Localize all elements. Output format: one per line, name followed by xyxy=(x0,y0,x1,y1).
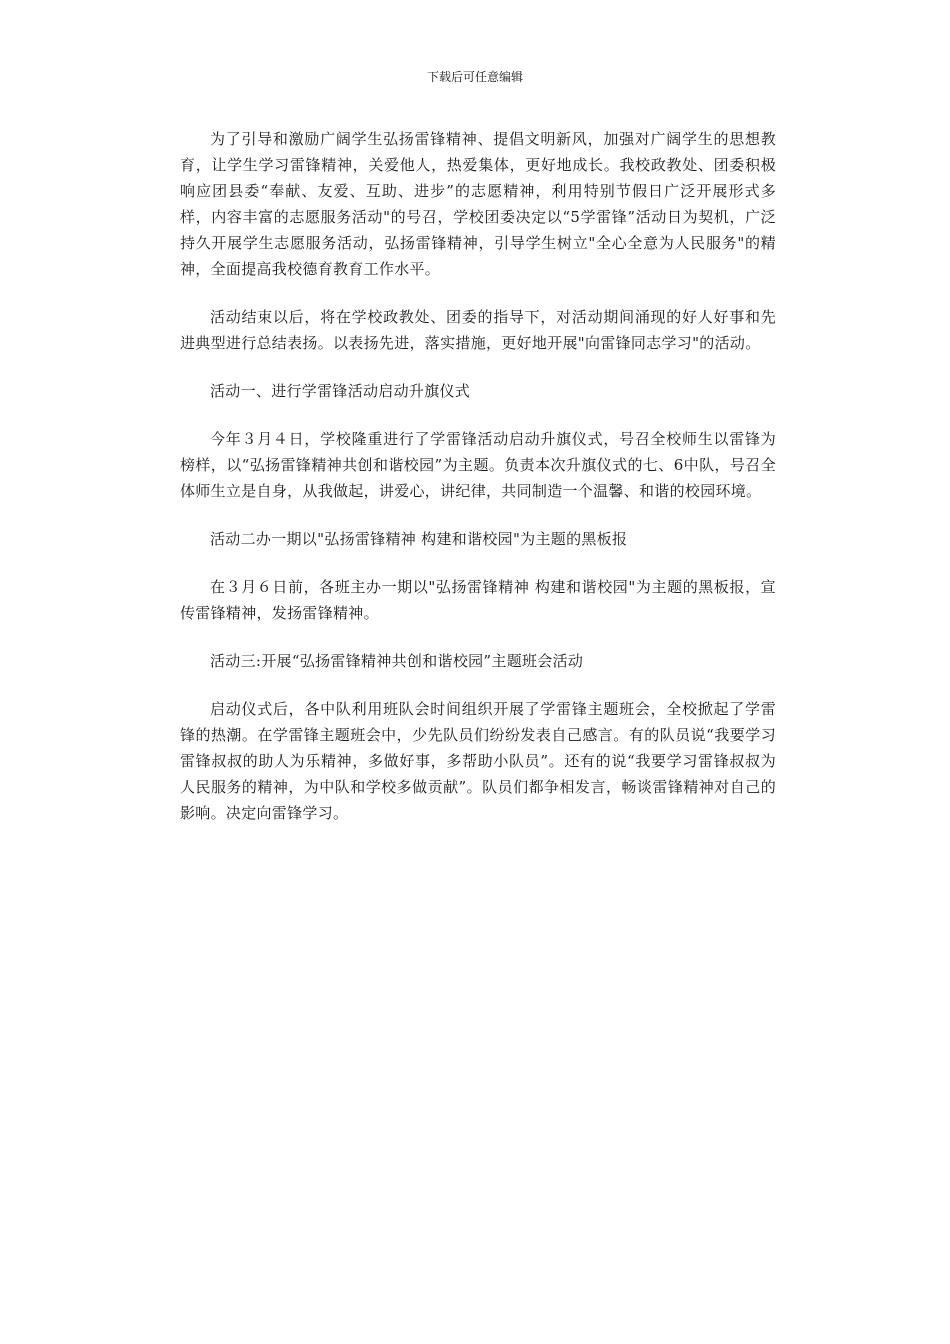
paragraph-activity-3: 启动仪式后，各中队利用班队会时间组织开展了学雷锋主题班会，全校掀起了学雷锋的热潮。在学雷锋主题班会中，少先队员们纷纷发表自己感言。有的队员说“我要学习雷锋叔叔的助人为乐精神，多做好事，多帮助小队员”。还有的说“我要学习雷锋叔叔为人民服务的精神，为中队和学校多做贡献”。队员们都争相发言，畅谈雷锋精神对自己的影响。决定向雷锋学习。 xyxy=(180,700,776,822)
paragraph-intro: 为了引导和激励广阔学生弘扬雷锋精神、提倡文明新风，加强对广阔学生的思想教育，让学生学习雷锋精神，关爱他人，热爱集体，更好地成长。我校政教处、团委积极响应团县委“奉献、友爱、互助、进步”的志愿精神，利用特别节假日广泛开展形式多样，内容丰富的志愿服务活动"的号召，学校团委决定以“5学雷锋”活动日为契机，广泛持久开展学生志愿服务活动，弘扬雷锋精神，引导学生树立"全心全意为人民服务"的精神，全面提高我校德育教育工作水平。 xyxy=(180,130,776,278)
section-heading-activity-2: 活动二办一期以"弘扬雷锋精神 构建和谐校园"为主题的黑板报 xyxy=(210,530,628,548)
paragraph-activity-2: 在３月６日前，各班主办一期以"弘扬雷锋精神 构建和谐校园"为主题的黑板报，宣传雷锋精神，发扬雷锋精神。 xyxy=(180,578,776,622)
section-heading-activity-3: 活动三:开展“弘扬雷锋精神共创和谐校园”主题班会活动 xyxy=(210,652,584,670)
section-heading-activity-1: 活动一、进行学雷锋活动启动升旗仪式 xyxy=(210,382,471,400)
header-note: 下载后可任意编辑 xyxy=(426,70,523,84)
paragraph-summary: 活动结束以后，将在学校政教处、团委的指导下，对活动期间涌现的好人好事和先进典型进行总结表扬。以表扬先进，落实措施，更好地开展"向雷锋同志学习"的活动。 xyxy=(180,308,776,352)
paragraph-activity-1: 今年３月４日，学校隆重进行了学雷锋活动启动升旗仪式，号召全校师生以雷锋为榜样，以“弘扬雷锋精神共创和谐校园”为主题。负责本次升旗仪式的七、6中队，号召全体师生立是自身，从我做起，讲爱心，讲纪律，共同制造一个温馨、和谐的校园环境。 xyxy=(180,430,776,500)
document-body xyxy=(180,126,776,848)
